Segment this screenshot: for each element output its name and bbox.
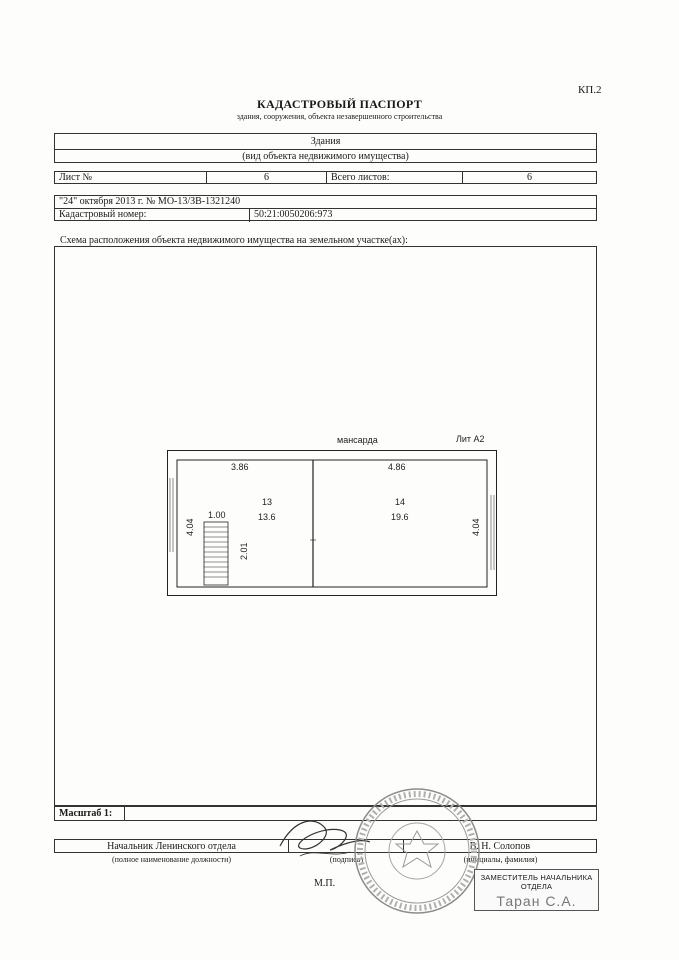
document-subtitle: здания, сооружения, объекта незавершенного строительства — [236, 112, 443, 121]
room-13-depth: 4.04 — [185, 518, 195, 536]
total-sheets-value: 6 — [527, 172, 532, 183]
stamp-name: Таран С.А. — [496, 893, 577, 909]
stair-length: 2.01 — [239, 542, 249, 560]
document-info — [54, 195, 597, 221]
room-14-area: 19.6 — [391, 512, 409, 522]
form-code: КП.2 — [578, 84, 602, 96]
sheet-number: 6 — [207, 172, 327, 183]
object-type-box — [54, 133, 597, 163]
seal-label: М.П. — [314, 878, 336, 889]
floor-plan — [167, 434, 497, 596]
room-13-width: 3.86 — [231, 462, 249, 472]
room-13-number: 13 — [262, 497, 273, 507]
signer-name: В. Н. Солопов — [469, 841, 531, 852]
schema-label: Схема расположения объекта недвижимого имущества на земельном участке(ах): — [60, 235, 408, 246]
issue-date-number: "24" октября 2013 г. № МО-13/ЗВ-1321240 — [55, 196, 596, 209]
name-caption: (инициалы, фамилия) — [463, 855, 538, 864]
sheet-row — [54, 171, 597, 184]
inner-wall — [177, 460, 487, 587]
room-13-area: 13.6 — [258, 512, 276, 522]
floor-name: мансарда — [337, 435, 378, 445]
cadastral-label: Кадастровый номер: — [55, 209, 250, 222]
total-sheets-label: Всего листов: — [327, 172, 463, 183]
object-type-caption: (вид объекта недвижимого имущества) — [242, 151, 409, 162]
scale-label: Масштаб 1: — [55, 807, 125, 820]
signature-caption: (подпись) — [329, 855, 364, 864]
room-14-depth: 4.04 — [471, 518, 481, 536]
document-title: КАДАСТРОВЫЙ ПАСПОРТ — [257, 97, 422, 111]
cadastral-number: 50:21:0050206:973 — [254, 209, 333, 220]
room-14-width: 4.86 — [388, 462, 406, 472]
object-type: Здания — [55, 134, 596, 150]
signer-position: Начальник Ленинского отдела — [55, 840, 289, 852]
floor-plan-drawing — [167, 434, 497, 596]
room-14-number: 14 — [395, 497, 406, 507]
staircase — [204, 522, 228, 585]
outer-wall — [168, 451, 497, 596]
stamp-title: ЗАМЕСТИТЕЛЬ НАЧАЛЬНИКА ОТДЕЛА — [480, 873, 593, 891]
deputy-stamp — [474, 869, 599, 911]
stair-width: 1.00 — [208, 510, 226, 520]
sheet-label: Лист № — [55, 172, 207, 183]
building-letter: Лит А2 — [456, 434, 485, 444]
position-caption: (полное наименование должности) — [111, 855, 232, 864]
handwritten-signature — [270, 808, 380, 868]
